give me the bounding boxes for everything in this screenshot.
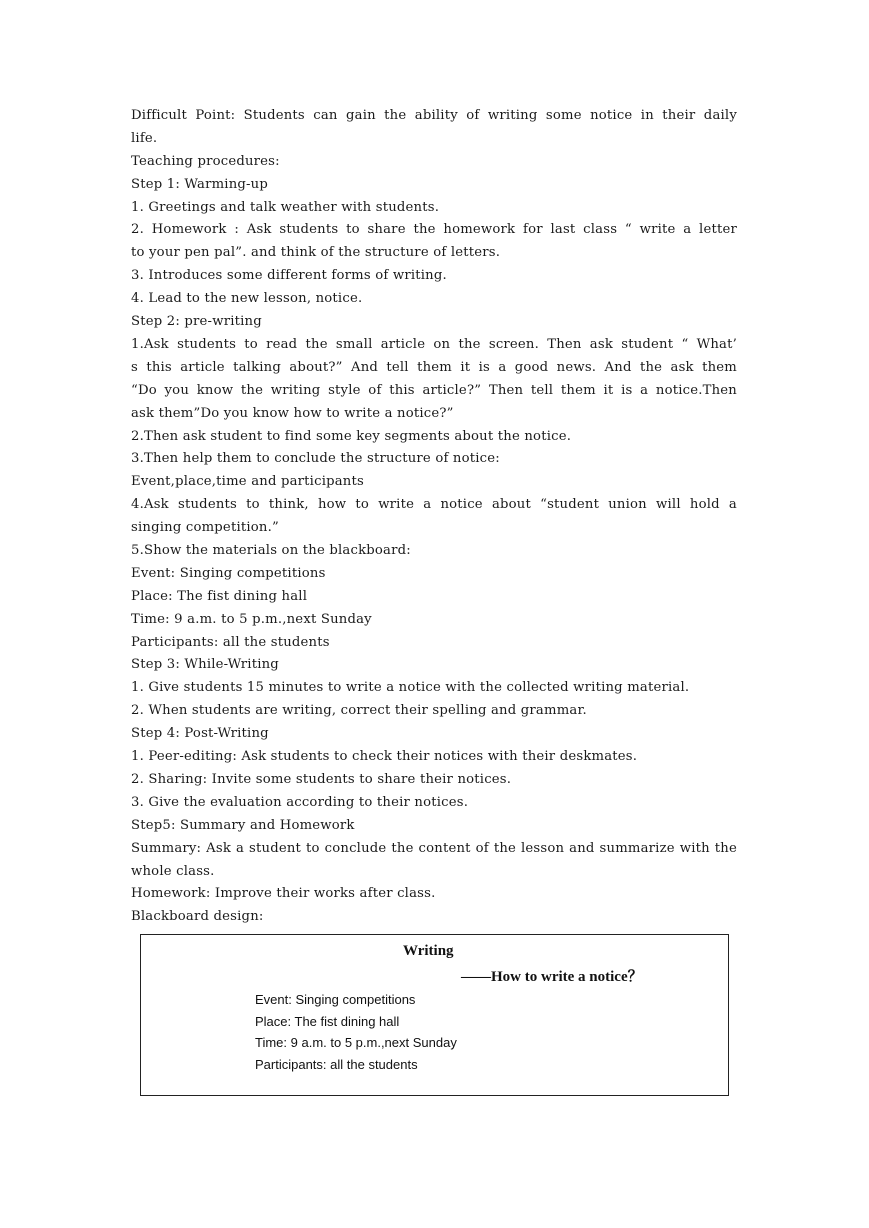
text-line: Blackboard design: xyxy=(131,909,264,925)
blackboard-items xyxy=(255,989,457,1075)
text-line: 4. Lead to the new lesson, notice. xyxy=(131,291,363,307)
blackboard-subtitle: ——How to write a notice？ xyxy=(461,969,643,985)
text-line: 3. Give the evaluation according to their notices. xyxy=(131,794,469,810)
text-line: Event,place,time and participants xyxy=(131,474,364,490)
text-line: 2. Homework : Ask students to share the homework for last class “ write a letter xyxy=(131,222,737,238)
text-line: “Do you know the writing style of this article?” Then tell them it is a notice.Then xyxy=(131,382,737,398)
text-line: 3.Then help them to conclude the structure of notice: xyxy=(131,451,500,467)
step-heading: Step 1: Warming-up xyxy=(131,176,269,192)
text-line: Place: The fist dining hall xyxy=(131,588,308,604)
text-line: 1. Greetings and talk weather with students. xyxy=(131,199,440,215)
text-line: Event: Singing competitions xyxy=(131,565,326,581)
text-line: singing competition.” xyxy=(131,520,279,536)
text-line: 4.Ask students to think, how to write a notice about “student union will hold a xyxy=(131,497,737,513)
text-line: ask them”Do you know how to write a notice?” xyxy=(131,405,454,421)
step-heading: Step5: Summary and Homework xyxy=(131,817,355,833)
text-line: 5.Show the materials on the blackboard: xyxy=(131,543,411,559)
text-line: 1. Peer-editing: Ask students to check their notices with their deskmates. xyxy=(131,749,638,765)
text-line: whole class. xyxy=(131,863,215,879)
text-line: life. xyxy=(131,130,158,146)
blackboard-title: Writing xyxy=(403,943,454,959)
blackboard-design-box xyxy=(140,934,729,1096)
blackboard-item: Event: Singing competitions xyxy=(255,992,416,1007)
step-heading: Step 3: While-Writing xyxy=(131,657,279,673)
text-line: 2. When students are writing, correct their spelling and grammar. xyxy=(131,703,587,719)
text-line: Participants: all the students xyxy=(131,634,330,650)
text-line: Time: 9 a.m. to 5 p.m.,next Sunday xyxy=(131,611,372,627)
text-line: 1.Ask students to read the small article on the screen. Then ask student “ What’ xyxy=(131,336,737,352)
blackboard-item: Time: 9 a.m. to 5 p.m.,next Sunday xyxy=(255,1035,457,1050)
text-line: 2. Sharing: Invite some students to share their notices. xyxy=(131,771,512,787)
text-line: 2.Then ask student to find some key segments about the notice. xyxy=(131,428,572,444)
text-line: Homework: Improve their works after class. xyxy=(131,886,436,902)
text-line: Teaching procedures: xyxy=(131,153,280,169)
blackboard-item: Participants: all the students xyxy=(255,1056,418,1072)
text-line: Summary: Ask a student to conclude the content of the lesson and summarize with the xyxy=(131,840,737,856)
text-line: 1. Give students 15 minutes to write a notice with the collected writing material. xyxy=(131,680,690,696)
text-line: Difficult Point: Students can gain the ability of writing some notice in their daily xyxy=(131,108,737,123)
text-line: s this article talking about?” And tell them it is a good news. And the ask them xyxy=(131,359,737,375)
lesson-plan-text xyxy=(131,105,737,929)
step-heading: Step 2: pre-writing xyxy=(131,314,262,330)
step-heading: Step 4: Post-Writing xyxy=(131,726,269,742)
text-line: to your pen pal”. and think of the structure of letters. xyxy=(131,245,501,261)
blackboard-item: Place: The fist dining hall xyxy=(255,1013,400,1029)
text-line: 3. Introduces some different forms of writing. xyxy=(131,268,447,284)
